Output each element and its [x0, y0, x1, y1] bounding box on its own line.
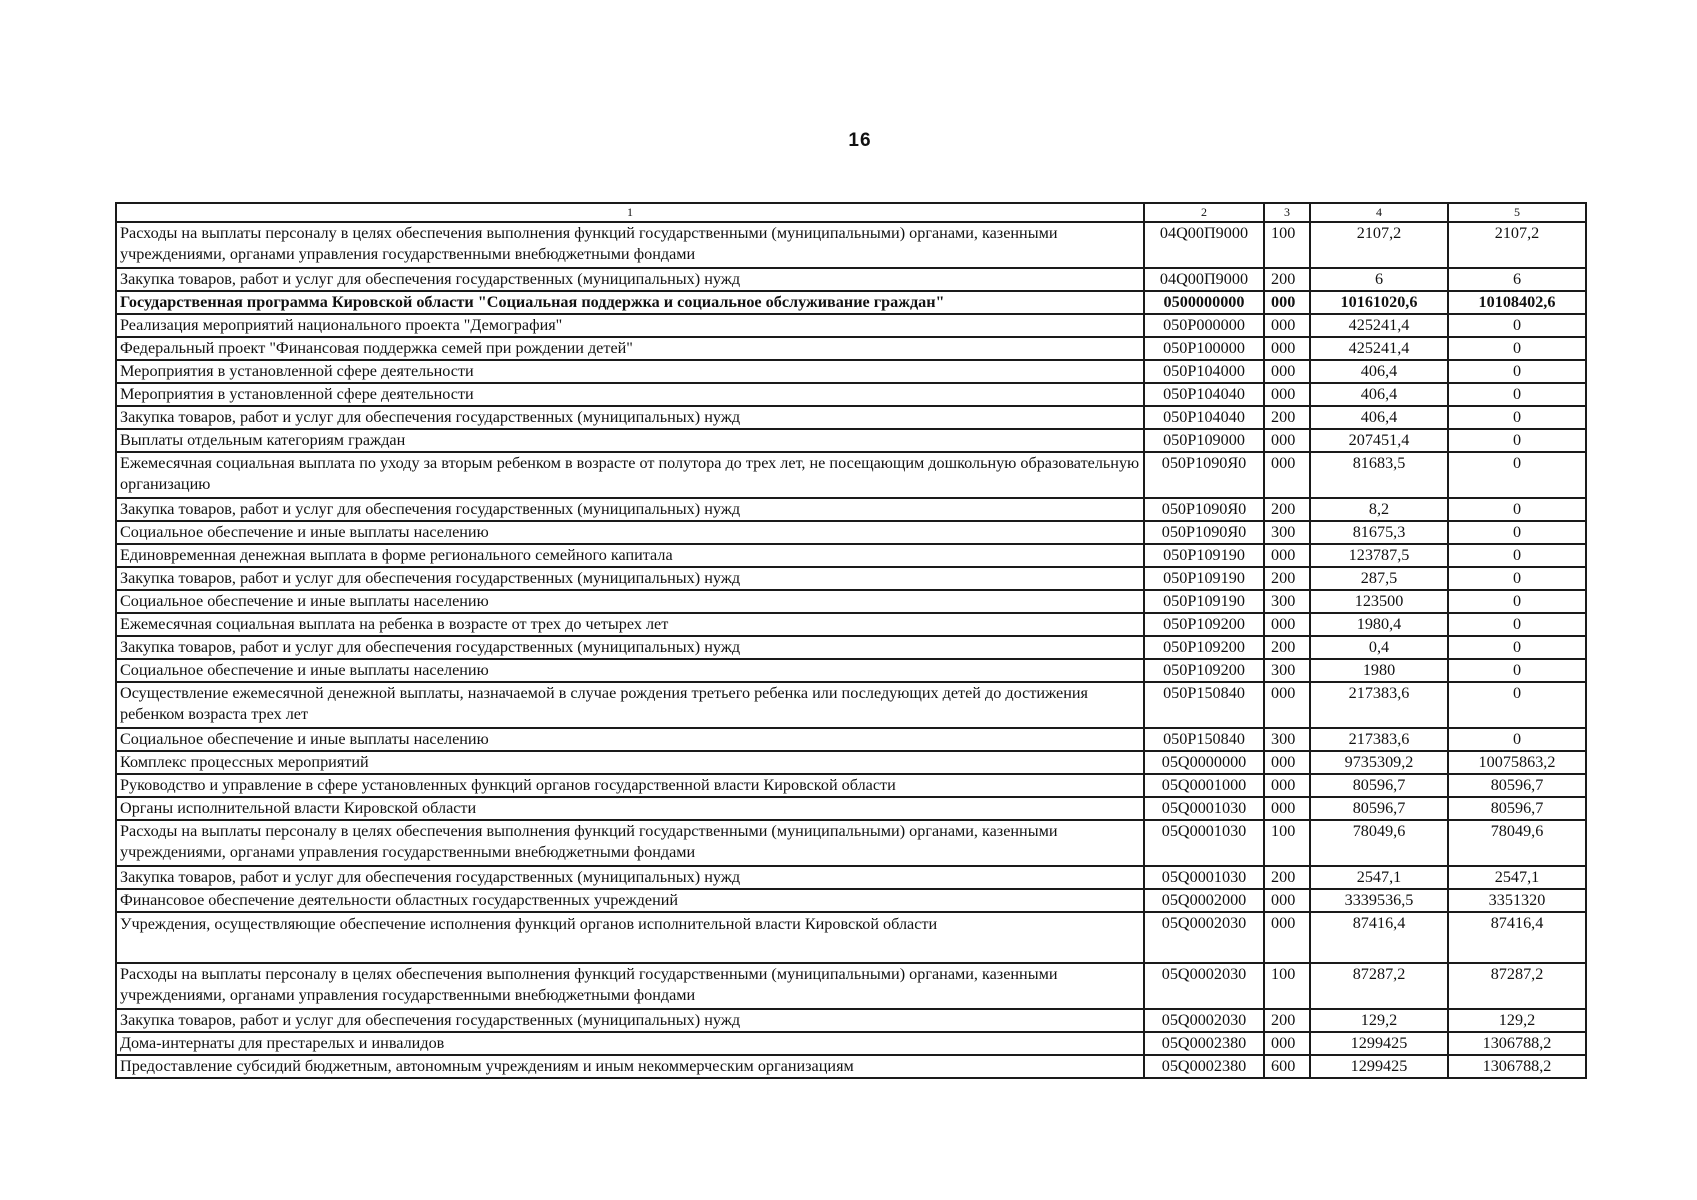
amount-year1-cell: 1299425 [1310, 1055, 1448, 1078]
table-row [116, 912, 1586, 963]
amount-year2-cell: 0 [1448, 590, 1586, 613]
table-row [116, 1032, 1586, 1055]
amount-year2-cell: 0 [1448, 429, 1586, 452]
amount-year1-cell: 123787,5 [1310, 544, 1448, 567]
expense-type-cell: 100 [1264, 820, 1310, 866]
expense-name-cell: Закупка товаров, работ и услуг для обеспечения государственных (муниципальных) нужд [116, 1009, 1144, 1032]
table-row [116, 590, 1586, 613]
amount-year2-cell: 0 [1448, 544, 1586, 567]
expense-type-cell: 000 [1264, 337, 1310, 360]
amount-year1-cell: 2547,1 [1310, 866, 1448, 889]
amount-year1-cell: 425241,4 [1310, 314, 1448, 337]
target-code-cell: 050P104040 [1144, 406, 1264, 429]
target-code-cell: 05Q0002380 [1144, 1055, 1264, 1078]
amount-year1-cell: 3339536,5 [1310, 889, 1448, 912]
column-number-header: 1 [116, 203, 1144, 222]
expense-name-cell: Закупка товаров, работ и услуг для обеспечения государственных (муниципальных) нужд [116, 567, 1144, 590]
expense-name-cell: Комплекс процессных мероприятий [116, 751, 1144, 774]
amount-year2-cell: 6 [1448, 268, 1586, 291]
amount-year2-cell: 0 [1448, 521, 1586, 544]
budget-table [115, 202, 1587, 1079]
amount-year1-cell: 81675,3 [1310, 521, 1448, 544]
target-code-cell: 050P104040 [1144, 383, 1264, 406]
expense-name-cell: Социальное обеспечение и иные выплаты населению [116, 728, 1144, 751]
table-row [116, 889, 1586, 912]
table-row [116, 866, 1586, 889]
target-code-cell: 050P1090Я0 [1144, 452, 1264, 498]
table-row [116, 636, 1586, 659]
expense-type-cell: 000 [1264, 1032, 1310, 1055]
expense-type-cell: 200 [1264, 866, 1310, 889]
target-code-cell: 050P1090Я0 [1144, 521, 1264, 544]
expense-type-cell: 000 [1264, 383, 1310, 406]
expense-name-cell: Закупка товаров, работ и услуг для обеспечения государственных (муниципальных) нужд [116, 268, 1144, 291]
amount-year1-cell: 87287,2 [1310, 963, 1448, 1009]
target-code-cell: 05Q0001030 [1144, 866, 1264, 889]
expense-name-cell: Финансовое обеспечение деятельности областных государственных учреждений [116, 889, 1144, 912]
expense-name-cell: Единовременная денежная выплата в форме регионального семейного капитала [116, 544, 1144, 567]
expense-name-cell: Закупка товаров, работ и услуг для обеспечения государственных (муниципальных) нужд [116, 636, 1144, 659]
expense-type-cell: 000 [1264, 452, 1310, 498]
column-number-row [116, 203, 1586, 222]
table-row [116, 406, 1586, 429]
expense-type-cell: 200 [1264, 498, 1310, 521]
amount-year2-cell: 129,2 [1448, 1009, 1586, 1032]
target-code-cell: 04Q00П9000 [1144, 268, 1264, 291]
target-code-cell: 050P109200 [1144, 636, 1264, 659]
expense-name-cell: Ежемесячная социальная выплата на ребенка в возрасте от трех до четырех лет [116, 613, 1144, 636]
expense-name-cell: Социальное обеспечение и иные выплаты населению [116, 659, 1144, 682]
column-number-header: 3 [1264, 203, 1310, 222]
target-code-cell: 0500000000 [1144, 291, 1264, 314]
amount-year2-cell: 87416,4 [1448, 912, 1586, 963]
amount-year1-cell: 425241,4 [1310, 337, 1448, 360]
expense-name-cell: Расходы на выплаты персоналу в целях обеспечения выполнения функций государственными (муниципальными) органами, казенными учреждениями, органами управления государственными внебюджетными фондами [116, 963, 1144, 1009]
expense-type-cell: 000 [1264, 314, 1310, 337]
amount-year2-cell: 0 [1448, 314, 1586, 337]
table-row [116, 383, 1586, 406]
expense-name-cell: Федеральный проект "Финансовая поддержка семей при рождении детей" [116, 337, 1144, 360]
expense-type-cell: 000 [1264, 797, 1310, 820]
amount-year1-cell: 10161020,6 [1310, 291, 1448, 314]
expense-name-cell: Социальное обеспечение и иные выплаты населению [116, 590, 1144, 613]
target-code-cell: 05Q0002030 [1144, 912, 1264, 963]
expense-name-cell: Закупка товаров, работ и услуг для обеспечения государственных (муниципальных) нужд [116, 866, 1144, 889]
amount-year1-cell: 207451,4 [1310, 429, 1448, 452]
expense-type-cell: 000 [1264, 613, 1310, 636]
amount-year1-cell: 8,2 [1310, 498, 1448, 521]
table-row [116, 797, 1586, 820]
expense-type-cell: 300 [1264, 521, 1310, 544]
table-row [116, 567, 1586, 590]
amount-year2-cell: 0 [1448, 636, 1586, 659]
expense-name-cell: Осуществление ежемесячной денежной выплаты, назначаемой в случае рождения третьего ребенка или последующих детей до достижения ребенком возраста трех лет [116, 682, 1144, 728]
expense-type-cell: 000 [1264, 360, 1310, 383]
amount-year1-cell: 9735309,2 [1310, 751, 1448, 774]
amount-year2-cell: 0 [1448, 567, 1586, 590]
amount-year1-cell: 406,4 [1310, 406, 1448, 429]
target-code-cell: 05Q0001030 [1144, 820, 1264, 866]
expense-type-cell: 100 [1264, 222, 1310, 268]
expense-type-cell: 600 [1264, 1055, 1310, 1078]
target-code-cell: 050P000000 [1144, 314, 1264, 337]
amount-year2-cell: 0 [1448, 383, 1586, 406]
table-row [116, 774, 1586, 797]
amount-year2-cell: 1306788,2 [1448, 1032, 1586, 1055]
target-code-cell: 050P100000 [1144, 337, 1264, 360]
budget-table-body [116, 203, 1586, 1078]
table-row [116, 314, 1586, 337]
expense-type-cell: 200 [1264, 636, 1310, 659]
table-row [116, 429, 1586, 452]
amount-year2-cell: 80596,7 [1448, 797, 1586, 820]
amount-year2-cell: 10108402,6 [1448, 291, 1586, 314]
expense-name-cell: Учреждения, осуществляющие обеспечение исполнения функций органов исполнительной власти Кировской области [116, 912, 1144, 963]
expense-type-cell: 000 [1264, 774, 1310, 797]
expense-name-cell: Закупка товаров, работ и услуг для обеспечения государственных (муниципальных) нужд [116, 406, 1144, 429]
amount-year2-cell: 0 [1448, 452, 1586, 498]
amount-year1-cell: 406,4 [1310, 383, 1448, 406]
target-code-cell: 05Q0001000 [1144, 774, 1264, 797]
table-row [116, 521, 1586, 544]
expense-type-cell: 300 [1264, 728, 1310, 751]
expense-name-cell: Расходы на выплаты персоналу в целях обеспечения выполнения функций государственными (муниципальными) органами, казенными учреждениями, органами управления государственными внебюджетными фондами [116, 820, 1144, 866]
target-code-cell: 05Q0000000 [1144, 751, 1264, 774]
expense-type-cell: 200 [1264, 406, 1310, 429]
table-row [116, 498, 1586, 521]
expense-type-cell: 000 [1264, 544, 1310, 567]
table-row [116, 963, 1586, 1009]
amount-year1-cell: 81683,5 [1310, 452, 1448, 498]
amount-year2-cell: 3351320 [1448, 889, 1586, 912]
expense-name-cell: Государственная программа Кировской области "Социальная поддержка и социальное обслуживание граждан" [116, 291, 1144, 314]
expense-name-cell: Ежемесячная социальная выплата по уходу за вторым ребенком в возрасте от полутора до трех лет, не посещающим дошкольную образовательную организацию [116, 452, 1144, 498]
expense-name-cell: Руководство и управление в сфере установленных функций органов государственной власти Кировской области [116, 774, 1144, 797]
table-row [116, 1055, 1586, 1078]
amount-year2-cell: 2107,2 [1448, 222, 1586, 268]
target-code-cell: 04Q00П9000 [1144, 222, 1264, 268]
amount-year1-cell: 129,2 [1310, 1009, 1448, 1032]
amount-year1-cell: 2107,2 [1310, 222, 1448, 268]
amount-year2-cell: 1306788,2 [1448, 1055, 1586, 1078]
target-code-cell: 050P104000 [1144, 360, 1264, 383]
target-code-cell: 050P109190 [1144, 544, 1264, 567]
expense-type-cell: 000 [1264, 889, 1310, 912]
expense-type-cell: 000 [1264, 912, 1310, 963]
target-code-cell: 05Q0002380 [1144, 1032, 1264, 1055]
table-row [116, 1009, 1586, 1032]
table-row [116, 728, 1586, 751]
expense-type-cell: 000 [1264, 751, 1310, 774]
amount-year1-cell: 78049,6 [1310, 820, 1448, 866]
expense-name-cell: Расходы на выплаты персоналу в целях обеспечения выполнения функций государственными (муниципальными) органами, казенными учреждениями, органами управления государственными внебюджетными фондами [116, 222, 1144, 268]
expense-name-cell: Мероприятия в установленной сфере деятельности [116, 360, 1144, 383]
expense-type-cell: 300 [1264, 659, 1310, 682]
expense-name-cell: Предоставление субсидий бюджетным, автономным учреждениям и иным некоммерческим организациям [116, 1055, 1144, 1078]
amount-year1-cell: 217383,6 [1310, 728, 1448, 751]
amount-year1-cell: 123500 [1310, 590, 1448, 613]
amount-year1-cell: 406,4 [1310, 360, 1448, 383]
target-code-cell: 050P109190 [1144, 590, 1264, 613]
amount-year2-cell: 80596,7 [1448, 774, 1586, 797]
table-row [116, 291, 1586, 314]
amount-year1-cell: 80596,7 [1310, 797, 1448, 820]
table-row [116, 452, 1586, 498]
amount-year2-cell: 0 [1448, 406, 1586, 429]
table-row [116, 360, 1586, 383]
expense-type-cell: 200 [1264, 268, 1310, 291]
target-code-cell: 05Q0002030 [1144, 963, 1264, 1009]
amount-year1-cell: 1299425 [1310, 1032, 1448, 1055]
expense-name-cell: Реализация мероприятий национального проекта "Демография" [116, 314, 1144, 337]
expense-name-cell: Дома-интернаты для престарелых и инвалидов [116, 1032, 1144, 1055]
column-number-header: 2 [1144, 203, 1264, 222]
expense-type-cell: 000 [1264, 429, 1310, 452]
amount-year2-cell: 0 [1448, 360, 1586, 383]
table-row [116, 682, 1586, 728]
target-code-cell: 05Q0002030 [1144, 1009, 1264, 1032]
expense-name-cell: Социальное обеспечение и иные выплаты населению [116, 521, 1144, 544]
amount-year1-cell: 80596,7 [1310, 774, 1448, 797]
amount-year2-cell: 0 [1448, 682, 1586, 728]
target-code-cell: 050P150840 [1144, 728, 1264, 751]
amount-year2-cell: 10075863,2 [1448, 751, 1586, 774]
table-row [116, 820, 1586, 866]
amount-year1-cell: 1980 [1310, 659, 1448, 682]
target-code-cell: 050P109000 [1144, 429, 1264, 452]
table-row [116, 268, 1586, 291]
table-row [116, 613, 1586, 636]
amount-year2-cell: 2547,1 [1448, 866, 1586, 889]
target-code-cell: 05Q0001030 [1144, 797, 1264, 820]
amount-year2-cell: 0 [1448, 728, 1586, 751]
amount-year1-cell: 1980,4 [1310, 613, 1448, 636]
expense-type-cell: 200 [1264, 1009, 1310, 1032]
table-row [116, 222, 1586, 268]
expense-type-cell: 000 [1264, 682, 1310, 728]
amount-year2-cell: 0 [1448, 498, 1586, 521]
amount-year2-cell: 78049,6 [1448, 820, 1586, 866]
amount-year1-cell: 217383,6 [1310, 682, 1448, 728]
table-row [116, 544, 1586, 567]
expense-name-cell: Выплаты отдельным категориям граждан [116, 429, 1144, 452]
page-number: 16 [848, 130, 872, 151]
amount-year2-cell: 87287,2 [1448, 963, 1586, 1009]
amount-year1-cell: 87416,4 [1310, 912, 1448, 963]
table-row [116, 751, 1586, 774]
target-code-cell: 05Q0002000 [1144, 889, 1264, 912]
table-row [116, 659, 1586, 682]
amount-year2-cell: 0 [1448, 613, 1586, 636]
column-number-header: 5 [1448, 203, 1586, 222]
amount-year2-cell: 0 [1448, 337, 1586, 360]
column-number-header: 4 [1310, 203, 1448, 222]
target-code-cell: 050P109200 [1144, 613, 1264, 636]
expense-name-cell: Мероприятия в установленной сфере деятельности [116, 383, 1144, 406]
target-code-cell: 050P150840 [1144, 682, 1264, 728]
expense-name-cell: Закупка товаров, работ и услуг для обеспечения государственных (муниципальных) нужд [116, 498, 1144, 521]
expense-type-cell: 100 [1264, 963, 1310, 1009]
target-code-cell: 050P109200 [1144, 659, 1264, 682]
amount-year1-cell: 0,4 [1310, 636, 1448, 659]
table-row [116, 337, 1586, 360]
amount-year1-cell: 287,5 [1310, 567, 1448, 590]
expense-type-cell: 000 [1264, 291, 1310, 314]
amount-year1-cell: 6 [1310, 268, 1448, 291]
expense-name-cell: Органы исполнительной власти Кировской области [116, 797, 1144, 820]
amount-year2-cell: 0 [1448, 659, 1586, 682]
expense-type-cell: 300 [1264, 590, 1310, 613]
expense-type-cell: 200 [1264, 567, 1310, 590]
target-code-cell: 050P1090Я0 [1144, 498, 1264, 521]
target-code-cell: 050P109190 [1144, 567, 1264, 590]
